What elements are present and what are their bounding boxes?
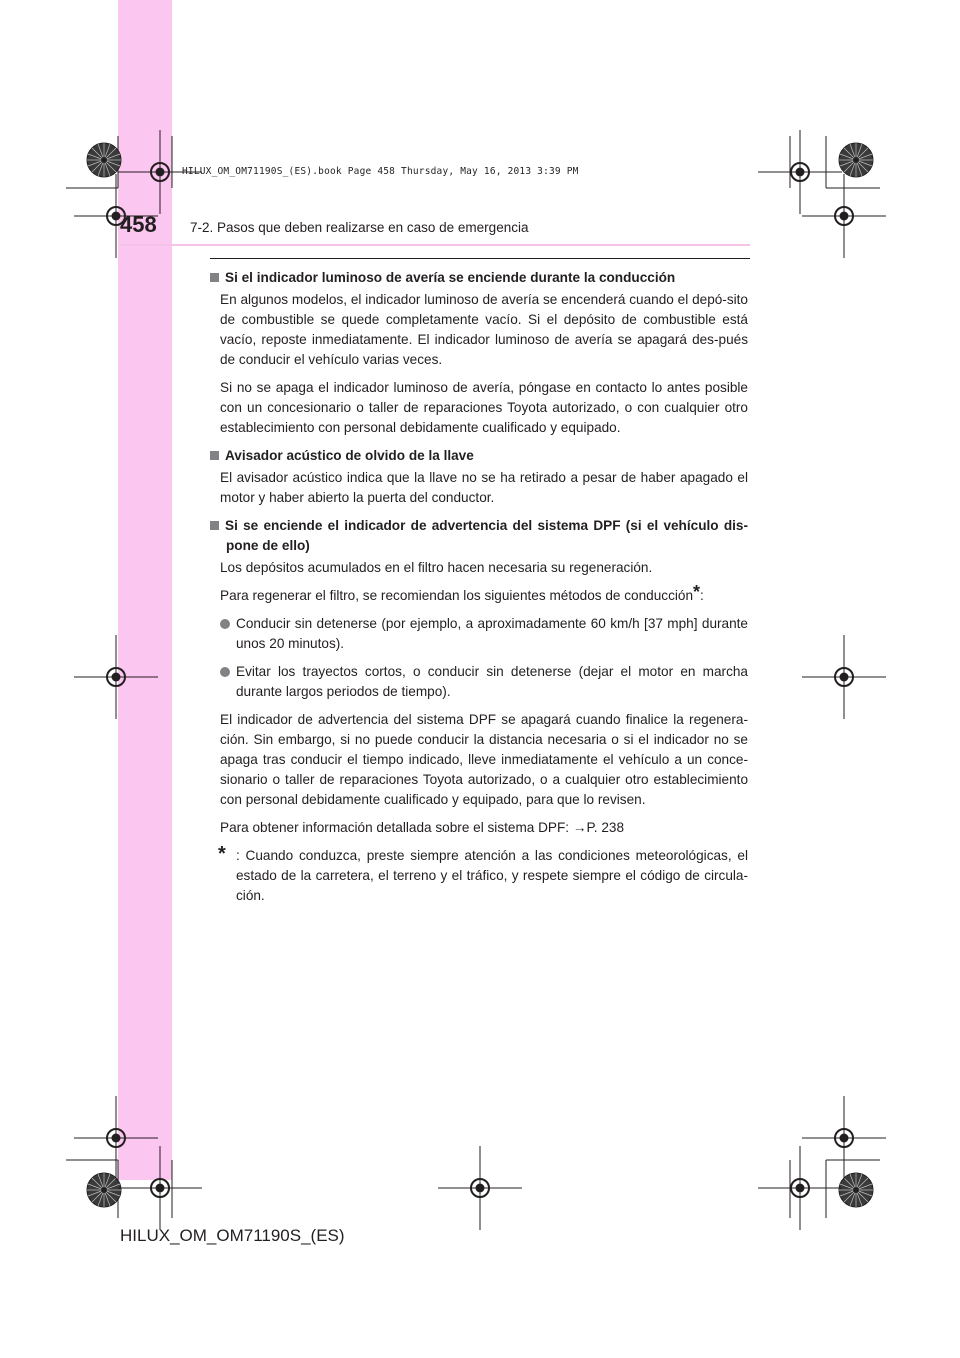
footnote-marker: * xyxy=(693,582,701,602)
square-bullet-icon xyxy=(210,273,219,282)
square-bullet-icon xyxy=(210,521,219,530)
footnote: * : Cuando conduzca, preste siempre atención a las condiciones meteorológicas, el estado de la carretera, el terreno y el tráfico, y respete siempre el código de circula-ción. xyxy=(218,843,748,903)
paragraph: Los depósitos acumulados en el filtro hacen necesaria su regeneración. xyxy=(220,560,653,575)
square-bullet-icon xyxy=(210,451,219,460)
book-info: HILUX_OM_OM71190S_(ES).book Page 458 Thursday, May 16, 2013 3:39 PM xyxy=(182,166,579,177)
heading-key-reminder: Avisador acústico de olvido de la llave xyxy=(210,446,748,466)
page-number: 458 xyxy=(120,212,157,237)
list-item: Evitar los trayectos cortos, o conducir sin detenerse (dejar el motor en marcha durante largos periodos de tiempo). xyxy=(210,662,748,702)
paragraph: Si no se apaga el indicador luminoso de avería, póngase en contacto lo antes posible con un concesionario o taller de reparaciones Toyota autorizado, o con cualquier otro establecimiento con personal debidamente cualificado y equipado. xyxy=(220,380,748,435)
header-rule xyxy=(210,258,750,259)
manual-code: HILUX_OM_OM71190S_(ES) xyxy=(120,1226,345,1245)
paragraph: El avisador acústico indica que la llave no se ha retirado a pesar de haber apagado el motor y haber abierto la puerta del conductor. xyxy=(220,470,748,505)
circle-bullet-icon xyxy=(220,667,230,677)
page-content xyxy=(210,268,748,914)
paragraph: El indicador de advertencia del sistema DPF se apagará cuando finalice la regenera-ción. Sin embargo, si no puede conducir la distancia necesaria o si el indicador no se apaga tras conducir el tiempo indicado, lleve inmediatamente el vehículo a un conce-sionario o taller de reparaciones Toyota autorizado, o a cualquier otro establecimiento con personal debidamente cualificado y equipado, para que lo revisen. xyxy=(220,712,748,807)
circle-bullet-icon xyxy=(220,619,230,629)
footnote-marker: * xyxy=(218,843,226,865)
list-item: Conducir sin detenerse (por ejemplo, a aproximadamente 60 km/h [37 mph] durante unos 20 minutos). xyxy=(210,614,748,654)
section-title: 7-2. Pasos que deben realizarse en caso de emergencia xyxy=(190,220,529,235)
paragraph: Para obtener información detallada sobre el sistema DPF: →P. 238 xyxy=(220,820,625,835)
heading-dpf-indicator: Si se enciende el indicador de advertencia del sistema DPF (si el vehículo dis-pone de ello) xyxy=(210,516,748,556)
paragraph: En algunos modelos, el indicador luminoso de avería se encenderá cuando el depó-sito de combustible se quede completamente vacío. Si el depósito de combustible está vacío, reposte inmediatamente. El indicador luminoso de avería se apagará des-pués de conducir el vehículo varias veces. xyxy=(220,292,748,367)
paragraph: Para regenerar el filtro, se recomiendan los siguientes métodos de conducción*: xyxy=(220,582,704,603)
heading-malfunction-indicator: Si el indicador luminoso de avería se enciende durante la conducción xyxy=(210,268,748,288)
